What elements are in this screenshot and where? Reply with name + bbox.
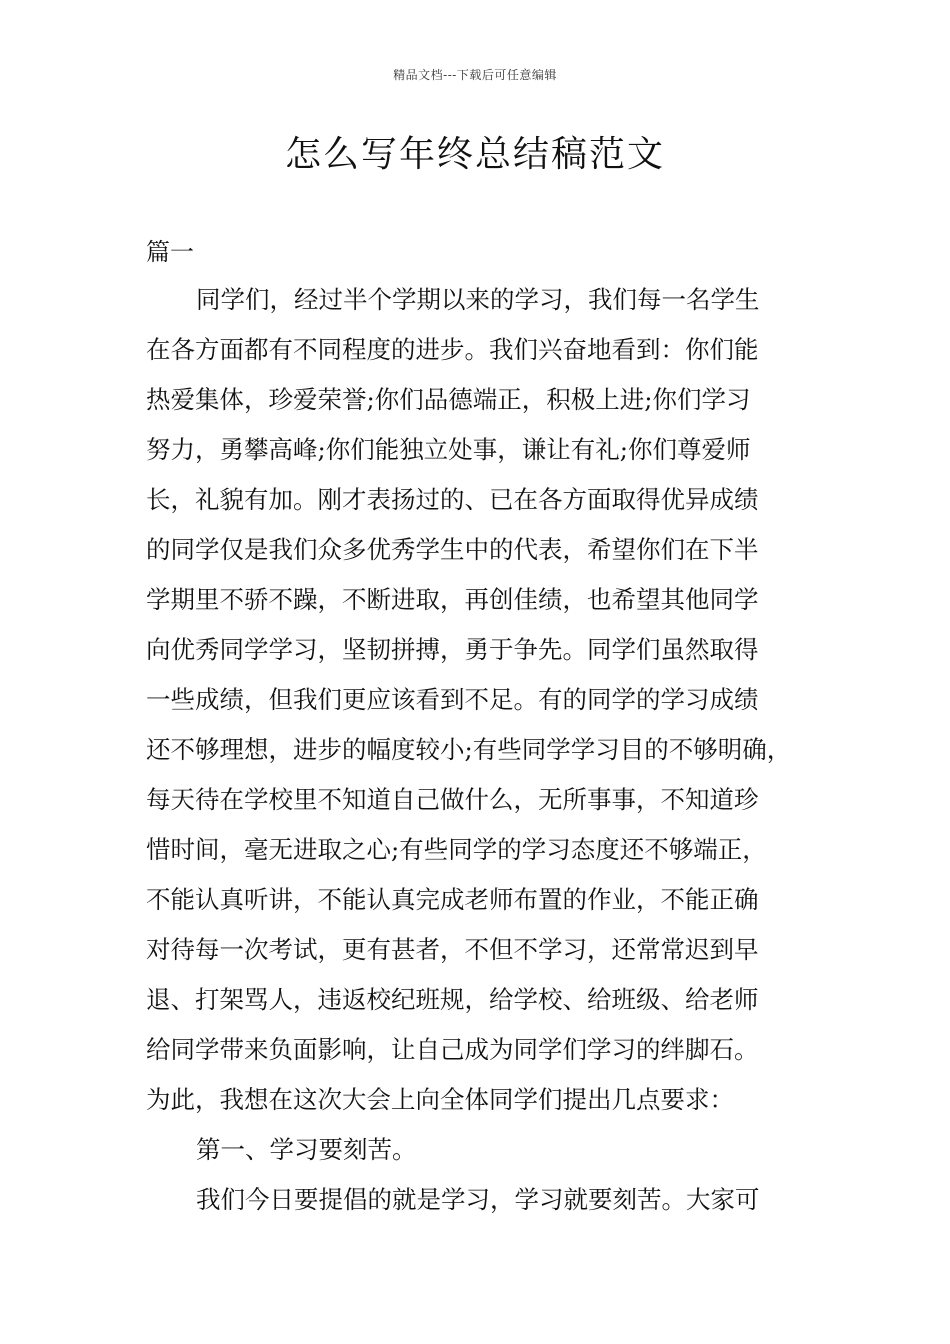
document-title: 怎么写年终总结稿范文	[284, 134, 665, 175]
paragraph-line: 不能认真听讲，不能认真完成老师布置的作业，不能正确	[146, 885, 759, 914]
paragraph-line: 同学们，经过半个学期以来的学习，我们每一名学生	[196, 285, 760, 314]
paragraph-line: 为此，我想在这次大会上向全体同学们提出几点要求：	[146, 1085, 734, 1114]
paragraph-line: 我们今日要提倡的就是学习，学习就要刻苦。大家可	[196, 1185, 760, 1214]
paragraph-line: 对待每一次考试，更有甚者，不但不学习，还常常迟到早	[146, 935, 759, 964]
paragraph-line: 在各方面都有不同程度的进步。我们兴奋地看到：你们能	[146, 335, 759, 364]
subheading-line: 第一、学习要刻苦。	[196, 1135, 417, 1164]
section-label: 篇一	[146, 238, 194, 266]
paragraph-line: 向优秀同学学习，坚韧拼搏，勇于争先。同学们虽然取得	[146, 635, 759, 664]
paragraph-line: 的同学仅是我们众多优秀学生中的代表，希望你们在下半	[146, 535, 759, 564]
paragraph-line: 给同学带来负面影响，让自己成为同学们学习的绊脚石。	[146, 1035, 759, 1064]
paragraph-line: 每天待在学校里不知道自己做什么，无所事事，不知道珍	[146, 785, 759, 814]
paragraph-line: 学期里不骄不躁，不断进取，再创佳绩，也希望其他同学	[146, 585, 759, 614]
paragraph-line: 退、打架骂人，违返校纪班规，给学校、给班级、给老师	[146, 985, 759, 1014]
paragraph-line: 一些成绩，但我们更应该看到不足。有的同学的学习成绩	[146, 685, 759, 714]
paragraph-line: 努力，勇攀高峰;你们能独立处事，谦让有礼;你们尊爱师	[146, 435, 751, 464]
paragraph-line: 长，礼貌有加。刚才表扬过的、已在各方面取得优异成绩	[146, 485, 759, 514]
paragraph-line: 惜时间，毫无进取之心;有些同学的学习态度还不够端正，	[146, 835, 767, 864]
paragraph-line: 还不够理想，进步的幅度较小;有些同学学习目的不够明确，	[146, 735, 792, 764]
page-header: 精品文档---下载后可任意编辑	[393, 68, 557, 82]
paragraph-line: 热爱集体，珍爱荣誉;你们品德端正，积极上进;你们学习	[146, 385, 751, 414]
